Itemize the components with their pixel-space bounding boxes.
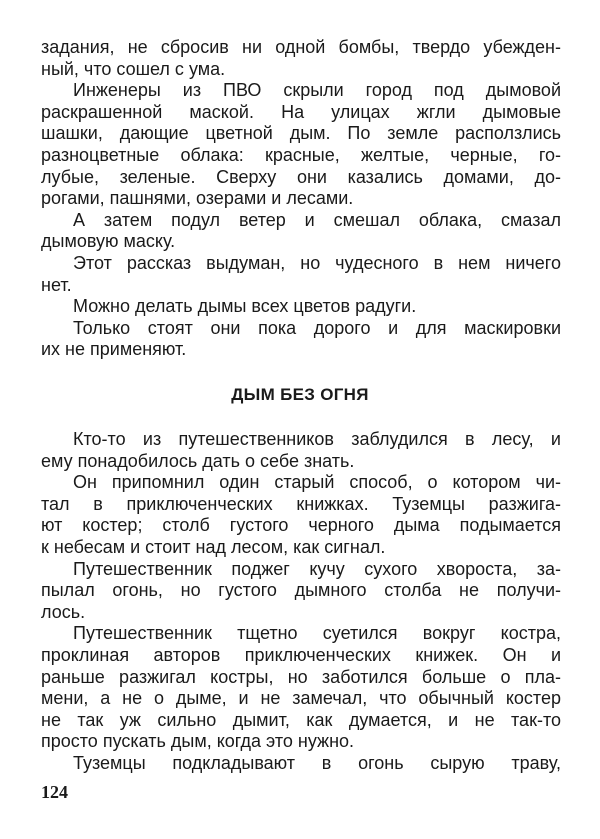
paragraph xyxy=(41,210,561,253)
text-line: нет. xyxy=(41,274,72,295)
text-line: не так уж сильно дымит, как думается, и не так-то xyxy=(41,709,561,730)
text-line: Этот рассказ выдуман, но чудесного в нем ничего xyxy=(73,252,561,273)
text-line: задания, не сбросив ни одной бомбы, твердо убежден- xyxy=(41,37,561,57)
text-line: раньше разжигал костры, но заботился больше о пла- xyxy=(41,666,561,687)
text-line: проклиная авторов приключенческих книжек. Он и xyxy=(41,644,561,665)
text-line: к небесам и стоит над лесом, как сигнал. xyxy=(41,536,386,557)
text-line: ный, что сошел с ума. xyxy=(41,58,226,79)
text-line: Туземцы подкладывают в огонь сырую траву, xyxy=(73,752,561,773)
text-line: мени, а не о дыме, и не замечал, что обычный костер xyxy=(41,688,561,709)
paragraph xyxy=(41,753,561,775)
text-line: их не применяют. xyxy=(41,339,187,360)
paragraph xyxy=(41,37,561,80)
text-line: пылал огонь, но густого дымного столба не получи- xyxy=(41,580,561,601)
paragraph xyxy=(41,472,561,558)
text-line: лось. xyxy=(41,601,86,622)
text-line: Он припомнил один старый способ, о котором чи- xyxy=(73,472,561,493)
text-line: Можно делать дымы всех цветов радуги. xyxy=(73,296,417,317)
paragraph xyxy=(41,429,561,472)
text-line: Только стоят они пока дорого и для маскировки xyxy=(73,317,561,338)
paragraph xyxy=(41,318,561,361)
paragraph xyxy=(41,623,561,753)
text-line: ему понадобилось дать о себе знать. xyxy=(41,450,355,471)
text-line: раскрашенной маской. На улицах жгли дымовые xyxy=(41,101,561,122)
text-line: лубые, зеленые. Сверху они казались домами, до- xyxy=(41,166,561,187)
paragraph xyxy=(41,253,561,296)
text-line: шашки, дающие цветной дым. По земле расползлись xyxy=(41,123,561,144)
body-text-section-1 xyxy=(41,37,561,361)
text-line: дымовую маску. xyxy=(41,231,176,252)
text-line: ют костер; столб густого черного дыма подымается xyxy=(41,515,561,536)
text-line: А затем подул ветер и смешал облака, смазал xyxy=(73,209,561,230)
body-text-section-2 xyxy=(41,429,561,775)
text-line: разноцветные облака: красные, желтые, черные, го- xyxy=(41,144,561,165)
text-line: Кто-то из путешественников заблудился в лесу, и xyxy=(73,429,561,449)
paragraph xyxy=(41,80,561,210)
text-line: Путешественник поджег кучу сухого хвороста, за- xyxy=(73,558,561,579)
page-number: 124 xyxy=(41,782,68,802)
text-line: тал в приключенческих книжках. Туземцы разжига- xyxy=(41,493,561,514)
text-line: рогами, пашнями, озерами и лесами. xyxy=(41,188,354,209)
text-line: Путешественник тщетно суетился вокруг костра, xyxy=(73,623,561,644)
paragraph xyxy=(41,559,561,624)
paragraph xyxy=(41,296,561,318)
text-line: просто пускать дым, когда это нужно. xyxy=(41,731,355,752)
chapter-heading: ДЫМ БЕЗ ОГНЯ xyxy=(231,385,369,404)
text-line: Инженеры из ПВО скрыли город под дымовой xyxy=(73,80,561,101)
